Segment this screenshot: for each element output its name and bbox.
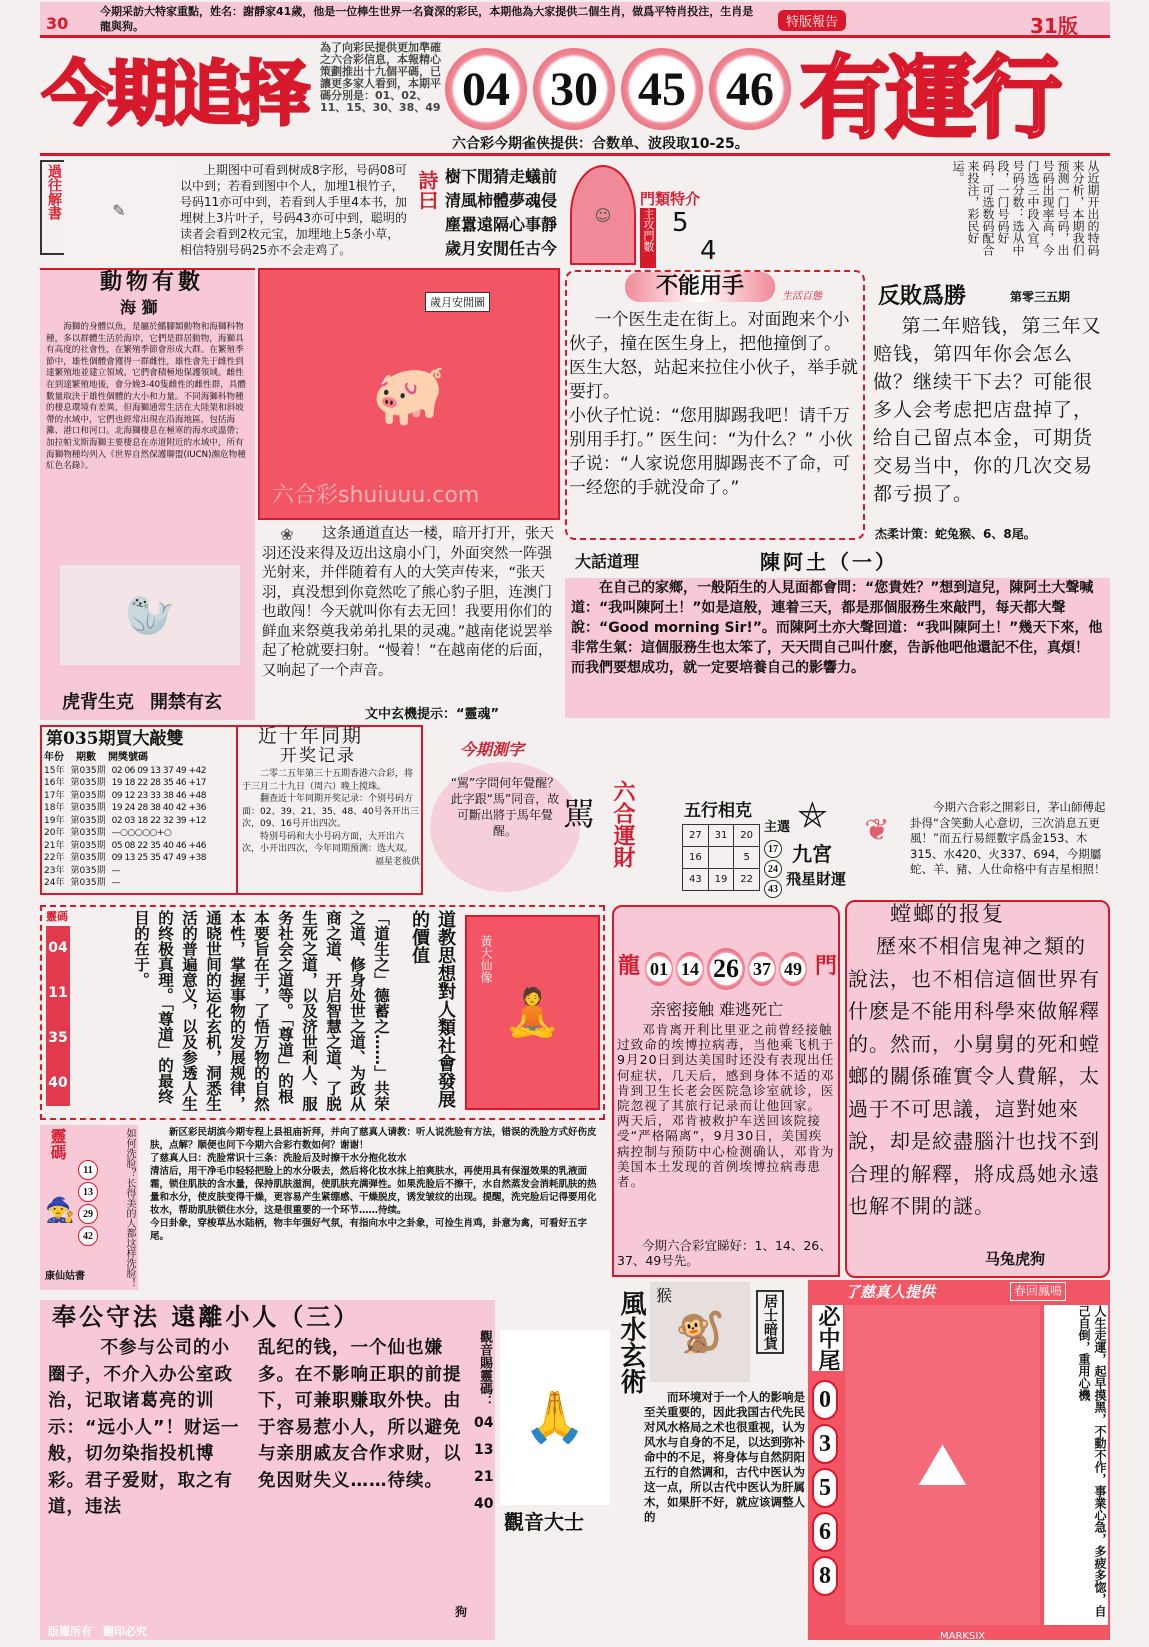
gongfa-col1: 不参与公司的小圈子，不介入办公室政治，记取诸葛亮的训示：“远小人”！财运一般，切勿染指投机博彩。君子爱财，取之有道，违法	[48, 1338, 240, 1517]
door-portrait: ☺	[570, 165, 636, 265]
gongfa-footer: 版權所有 翻印必究	[48, 1625, 147, 1638]
table-cell: 第035期	[70, 840, 106, 851]
table-row	[44, 765, 236, 778]
maoshan-text: 今期六合彩之開彩日，茅山師傅起卦得“含笑動人心意切，三次消息五更風！”而五行易經數字爲金153、木315、水420、火337、694，今期屬蛇、羊、豬、人仕命格中有吉星相照！	[910, 800, 1106, 876]
footer-brand: MARKSIX	[940, 1631, 986, 1642]
sea-lion-image: 🦭	[60, 565, 240, 665]
grid-cell: 43	[683, 869, 709, 891]
table-cell: —	[111, 865, 121, 876]
gongfa-col2: 乱纪的钱，一个仙也嫌多。在不影响正职的前提下，可兼职赚取外快。由于容易惹小人，所以避免与亲朋戚友合作求财，以免因财失义……待续。	[258, 1338, 462, 1491]
watermark: 六合彩shuiuuu.com	[272, 483, 480, 508]
guanyin-caption: 觀音大士	[504, 1510, 584, 1534]
table-row	[44, 802, 236, 815]
table-cell: 第035期	[70, 803, 106, 813]
guess-side: 六合運財	[610, 780, 635, 868]
table-cell: 第035期	[70, 865, 106, 876]
picture-label: 歲月安閒圖	[425, 292, 490, 312]
table-row	[44, 827, 236, 840]
grid-cell: 16	[683, 847, 709, 869]
reverse-text: 第二年赔钱，第三年又赔钱，第四年你会怎么做？继续干下去？可能很多人会考虑把店盘掉了，给自己留点本金，可期货交易当中，你的几次交易都亏损了。	[873, 315, 1102, 505]
dragon-footer: 今期六合彩宜睇好：1、14、26、37、49号先。	[617, 1238, 832, 1268]
number-circle: 42	[78, 1226, 98, 1246]
grid-row	[683, 847, 760, 869]
fengshui-title: 風水玄術	[616, 1290, 646, 1394]
bizhong-tails	[812, 1380, 838, 1596]
table-row	[44, 815, 236, 828]
table-row	[44, 877, 236, 890]
table-cell: 02 06 09 13 37 49 +42	[111, 765, 207, 776]
guanyin-label: 觀音賜靈碼：	[477, 1330, 492, 1408]
pentagram-icon: ⛤	[798, 795, 827, 836]
poem-line: 清風柿體夢魂侵	[445, 191, 558, 210]
dragon-text: 邓肯离开利比里亚之前曾经接触过致命的埃博拉病毒，当他乘飞机于9月20日到达美国时还没有表现出任何症状，几天后，感到身体不适的邓肯到卫生长老会医院急诊室就诊，医院忽视了其旅行记录而让他回家。 两天后，邓肯被救护车送回该院接受“严格隔离”，9月30日，美国疾病控制与预防中心检测确认，邓肯为美国本土发现的首例埃博拉病毒患者。	[617, 1022, 835, 1190]
table-row	[44, 852, 236, 865]
lingma-text: 新区彩民胡滨今期专程上县祖庙祈拜，并向了慈真人请教：听人说洗脸有方法，错误的洗脸方式好伤皮肤，点解？顺便也问下今期六合彩冇数如何？谢谢！ 了慈真人曰：洗脸常识十三条：洗脸后及时擦干水分抱化妆水 清洁后，用干净毛巾轻轻把脸上的水分吸去，然后将化妆水抹上拍爽肤水，再使用具有保湿效果的乳液面霜，锁住肌肤的含水量，保持肌肤滋润，使肌肤充满弹性。如果洗脸后不擦干，水自然蒸发会消耗肌肤的热量和水分，使皮肤变得干燥，更容易产生紧绷感、干燥脱皮，诱发皱纹的出现。提醒，洗完脸后记得要用化妆水，帮助肌肤锁住水分，这是很重要的一个环节……待续。 今日卦象，穿梭草丛水陆柄，物丰年强好气氛，有指向水中之卦象，可捡生肖鸡，卦意为禽，可看好五字尾。	[150, 1127, 597, 1242]
table-cell: 16年	[44, 778, 65, 788]
door-label: 主攻門數	[640, 208, 656, 268]
grid-cell: 31	[708, 825, 734, 847]
bizhong-title: 必中尾	[812, 1305, 843, 1371]
number-ball: 01	[645, 952, 673, 986]
grid-cell: 20	[734, 825, 760, 847]
guanyin-code: 21	[474, 1469, 494, 1485]
tao-codes-label: 靈碼	[46, 910, 68, 923]
table-cell: 05 08 22 35 40 46 +46	[111, 840, 207, 851]
number-circle: 24	[764, 860, 782, 878]
past-label: 過往解書	[40, 160, 68, 255]
mountain-landscape-image: ⛰	[845, 1305, 1040, 1625]
number-ball: 46	[709, 48, 791, 130]
guess-text: “駡”字問何年覺醒？此字跟“馬”同音，故可斷出將于馬年覺醒。	[450, 776, 560, 838]
number-ball: 04	[445, 48, 527, 130]
page-number-right: 31版	[1030, 14, 1078, 38]
deity-figure-image: 🧙	[45, 1196, 75, 1224]
gongfa-zodiac: 狗	[455, 1605, 468, 1619]
talk-subtitle: 陳阿土（一）	[760, 550, 898, 574]
number-circle: 11	[78, 1160, 98, 1180]
reverse-issue: 第零三五期	[1010, 290, 1071, 304]
dragon-right: 門	[815, 954, 838, 979]
bizhong-badge: 春回鳳鳴	[1010, 1282, 1066, 1301]
tenyear-title2: 开奖记录	[280, 746, 356, 766]
guanyin-codes	[474, 1410, 493, 1518]
wuxing-main-label: 主選	[764, 820, 791, 835]
lingma-side: 如何洗脸？长得美的人都这样洗脸！	[124, 1128, 135, 1288]
table-row	[44, 865, 236, 878]
reverse-title: 反敗爲勝	[878, 283, 967, 309]
wuxing-main-numbers	[764, 840, 782, 898]
grid-row	[683, 825, 760, 847]
lingma-codes	[78, 1160, 98, 1246]
wong-tai-sin-image: 🧘	[465, 915, 600, 1110]
header-banner: 特版報告	[778, 10, 846, 31]
guess-char: 駡	[563, 795, 596, 833]
table-cell: 18年	[44, 803, 65, 813]
table-cell: 19 24 28 38 40 42 +36	[111, 803, 207, 813]
number-circle: 29	[78, 1204, 98, 1224]
number-ball: 49	[779, 952, 807, 986]
landscape-picture: 🐖	[258, 268, 560, 520]
fengshui-text: 而环境对于一个人的影响是至关重要的，因此我国古代先民对风水格局之术也很重视，认为风水与自身的不足，以达到弥补命中的不足，将身体与自然阴阳五行的自然调和，古代中医认为这一点，所以古代中医认为肝属木，如果肝不好，就应该调整人的	[644, 1390, 805, 1524]
animal-text: 海獅的身體以魚，是屬於鰭腳類動物和海獅科物種，多以群體生活於海岸，它們是群居動物，海獅具有高度的社會性，在繁殖季節會形成大群。在繁殖季節中，雄性個體會獲得一群雌性，雄性會先于雌性到達繁殖地並建立領域。它們會積極地保護領域。雌性在到達繁殖地後，會分娩3-40隻雌性的雌性群，具體數量取決于雄性個體的大小和力量。不同海獅科物種的棲息環境有差異，但海獅通常生活在大陸架和斜坡帶的水域中，它們也經常出現在沿海地區，包括海灘、港口和河口。北海獅棲息在極寒的海水或溫帶；加拉帕戈斯海獅主要棲息在赤道附近的水域中，所有海獅物種均列入《世界自然保護聯盟(IUCN)瀕危物種紅色名錄》。	[46, 322, 246, 472]
mantis-footer: 马兔虎狗	[985, 1250, 1046, 1268]
dragon-title: 亲密接触 难逃死亡	[650, 1000, 784, 1019]
page-number-left: 30	[46, 14, 69, 33]
table-cell: 第035期	[70, 828, 106, 838]
fengshui-box: 居士暗貨	[756, 1290, 784, 1354]
grid-row	[683, 869, 760, 891]
mantis-title: 螳螂的报复	[890, 902, 1005, 926]
wuxing-title: 五行相克	[684, 801, 752, 821]
talk-text: 在自己的家鄉，一般陌生的人見面都會問：“您貴姓？”想到這兒，陳阿土大聲喊道：“我叫陳阿土！”如是這般，連着三天，都是那個服務生來敲門，每天都大聲說：“Good morning Sir!”。而陳阿土亦大聲回道：“我叫陳阿土！”幾天下來，他非常生氣：這個服務生也太笨了，天天問自己叫什麽，告訴他吧他還記不住，真煩！ 而我們要想成功，就一定要培養自己的影響力。	[565, 578, 1110, 718]
table-cell: 09 12 23 33 38 46 +48	[111, 790, 207, 801]
dragon-numbers	[645, 948, 807, 990]
number-circle: 13	[78, 1182, 98, 1202]
tenyear-p1: 二零二五年第三十五期香港六合彩，将于三月二十九日（周六）晚上搅珠。	[242, 769, 414, 792]
title-left: 今期追择	[42, 52, 306, 135]
tail-number: 6	[812, 1512, 838, 1552]
past-illustration: ✎	[64, 160, 174, 260]
number-ball: 14	[676, 952, 704, 986]
poem-line: 樹下閒猜走蟻前	[445, 167, 558, 186]
tail-number: 8	[812, 1556, 838, 1596]
tao-picture-label: 黃大仙像	[479, 935, 493, 983]
table-cell: 第035期	[70, 765, 106, 776]
table035-title: 第035期買大敲雙	[46, 729, 184, 749]
wuxing-fortune: 飛星財運	[786, 870, 847, 888]
monkey-image: 🐒	[650, 1282, 750, 1382]
wuxing-grid	[682, 824, 760, 891]
number-circle: 43	[764, 880, 782, 898]
grid-cell	[708, 847, 734, 869]
table-cell: 24年	[44, 878, 65, 888]
tao-code: 40	[48, 1075, 68, 1091]
table-cell: 21年	[44, 840, 65, 851]
mantis-text: 歷來不相信鬼神之類的說法，也不相信這個世界有什麽是不能用科學來做解釋的。然而，小舅舅的死和螳螂的關係確實令人費解，太過于不可思議，這對她來說，却是絞盡腦汁也找不到合理的解釋，將成爲她永遠也解不開的謎。	[848, 934, 1100, 1218]
title-background-text: 為了向彩民提供更加準確之六合彩信息，本報精心策劃推出十九個平碼，已讓更多家人看到，本期平碼分別是：01、02、11、15、30、38、49	[320, 41, 441, 114]
wuxing-palace: 九宮	[792, 842, 832, 866]
number-ball: 37	[748, 952, 776, 986]
table-cell: —○○○○○+○	[111, 828, 172, 838]
tenyear-p2: 翻查近十年同期开奖记录：个别号码方面：02、39、21、35、48、40号各开出三次，09、16号开出四次。	[242, 794, 419, 829]
grid-cell: 19	[708, 869, 734, 891]
grid-cell: 5	[734, 847, 760, 869]
tenyear-footer: 福星老彼供	[374, 856, 420, 867]
bizhong-banner: 了慈真人提供	[845, 1283, 936, 1301]
table035	[44, 752, 236, 890]
number-ball: 30	[533, 48, 615, 130]
poem	[445, 165, 557, 261]
talk-title: 大話道理	[575, 552, 640, 571]
dragon-left: 龍	[618, 954, 641, 979]
tail-number: 3	[812, 1424, 838, 1464]
poem-label: 詩曰	[415, 170, 439, 210]
animal-title: 動物有數	[100, 270, 205, 295]
number-ball: 45	[621, 48, 703, 130]
tao-text: 「道生之」德蓄之……」共荣之道、修身处世之道、为政从商之道、开启智慧之道、了脱生死之道，以及济世利人、服务社会之道等。「尊道」的根本要旨在于，了悟万物的自然本性，掌握事物的发展规律，通晓世间的运化玄机，洞悉生活的普遍意义，以及参透人生的终极真理。「尊道」的最终目的在于。	[132, 910, 390, 1112]
table-cell: —	[111, 878, 121, 888]
tao-codes	[46, 926, 70, 1106]
table-cell: 19 18 22 28 35 46 +17	[111, 778, 207, 788]
tao-code: 11	[48, 985, 68, 1001]
fortune-figure-image: ❦	[864, 812, 890, 848]
column-header: 期數	[76, 752, 96, 763]
table-row	[44, 777, 236, 790]
title-right: 有運行	[800, 45, 1058, 151]
animal-caption-1: 虎背生克	[62, 692, 134, 713]
door-number: 4	[700, 236, 717, 266]
column-header: 開獎號碼	[108, 752, 148, 763]
table-cell: 第035期	[70, 778, 106, 788]
grid-cell: 22	[734, 869, 760, 891]
table-cell: 第035期	[70, 790, 106, 801]
table-cell: 22年	[44, 853, 65, 863]
story-hint: 文中玄機提示：“靈魂”	[365, 707, 500, 722]
guanyin-code: 40	[474, 1496, 494, 1512]
table-cell: 第035期	[70, 815, 106, 826]
story-text: 这条通道直达一楼，暗开打开，张天羽还没来得及迈出这扇小门，外面突然一阵强光射来，并伴随着有人的大笑声传来，“张天羽，真没想到你竟然吃了熊心豹子胆，连澳门也敢闯！今天就叫你有去无回！我要用你们的鲜血来祭奠我弟弟扎果的灵魂。”越南佬说罢举起了枪就要扫射。“慢着！”在越南佬的后面，又响起了一个声音。	[262, 526, 554, 679]
grid-cell: 27	[683, 825, 709, 847]
nohand-text: 一个医生走在街上。对面跑来个小伙子，撞在医生身上，把他撞倒了。 医生大怒，站起来拉住小伙子，举手就要打。 小伙子忙说：“您用脚踢我吧！请千万别用手打。” 医生问：“为什么？” 小伙子说：“人家说您用脚踢丧不了命，可一经您的手就没命了。”	[569, 310, 858, 498]
lingma-signature: 康仙姑書	[45, 1271, 85, 1282]
gongfa-title: 奉公守法 遠離小人（三）	[52, 1303, 361, 1331]
fengshui-animal: 猴	[656, 1286, 673, 1305]
table-cell: 20年	[44, 828, 65, 838]
table-cell: 第035期	[70, 878, 106, 888]
table-cell: 15年	[44, 765, 65, 776]
reverse-footer: 杰柔计策：蛇兔猴、6、8尾。	[875, 527, 1036, 541]
nohand-title: 不能用手	[625, 272, 775, 302]
tao-title: 道教思想對人類社會發展的價值	[409, 910, 456, 1108]
door-title: 門類特介	[640, 190, 701, 208]
poem-line: 塵囂遠隔心事靜	[445, 215, 558, 234]
door-number: 5	[672, 208, 689, 238]
tenyear-p3: 特别号码和大小号码方面，大开出六次，小开出四次，今年同期预测：选大双。	[242, 831, 414, 854]
tao-code: 04	[48, 940, 68, 956]
column-header: 年份	[44, 752, 64, 763]
title-numbers	[445, 48, 791, 130]
table-cell: 02 03 18 22 32 39 +12	[111, 815, 207, 826]
table-cell: 19年	[44, 815, 65, 826]
past-text: 上期图中可看到树成8字形，号码08可以中到；若看到图中个人，加埋1根竹子，号码11亦可中到，若看到人手里4本书，加埋树上3片叶子，号码43亦可中到，聪明的读者会看到2枚元宝，加埋地上5条小草，相信特别号码25亦不会走鸡了。	[180, 163, 407, 257]
table-cell: 第035期	[70, 853, 106, 863]
guess-title: 今期測字	[460, 740, 525, 759]
bizhong-verse: 人生走運，起早摸黑，不動不作，事業心急，多疲多惚，自己自倒，重用心機	[1044, 1305, 1108, 1625]
guanyin-image: 🙏	[500, 1330, 610, 1505]
table-row	[44, 790, 236, 803]
tenyear-title: 近十年同期	[258, 725, 364, 747]
nohand-tag: 生活百態	[782, 291, 822, 302]
tenyear-body	[242, 768, 420, 868]
side-notes: 从近期开出的特码来分析，本期我们预测一门号码，出号码出现率高，今门选三中段入宜，号码分数：选从中段，一门号码好码，可选数码配合来投注，彩民好运。	[951, 160, 1100, 256]
title-subtitle: 六合彩今期雀侠提供：合数单、波段取10-25。	[452, 136, 749, 152]
lingma-label: 靈碼	[48, 1128, 67, 1160]
title-rule	[40, 153, 1110, 156]
table-row	[44, 840, 236, 853]
tail-number: 0	[812, 1380, 838, 1420]
guanyin-code: 04	[474, 1415, 494, 1431]
tail-number: 5	[812, 1468, 838, 1508]
header-strip-text: 今期采訪大特家重點，姓名：謝靜家41歲，他是一位棒生世界一名資深的彩民，本期他為大家提供二個生肖，做爲平特肖投注，生肖是龍與狗。	[100, 5, 754, 33]
number-circle: 17	[764, 840, 782, 858]
table-cell: 09 13 25 35 47 49 +38	[111, 853, 207, 863]
animal-caption-2: 開禁有玄	[150, 692, 222, 713]
table-cell: 17年	[44, 790, 65, 801]
number-ball: 26	[707, 948, 745, 990]
animal-subtitle: 海 獅	[120, 298, 158, 317]
table-cell: 23年	[44, 865, 65, 876]
story-icon: ❀	[280, 524, 294, 544]
guanyin-code: 13	[474, 1442, 494, 1458]
tao-code: 35	[48, 1030, 68, 1046]
poem-line: 歲月安閒任古今	[445, 239, 558, 258]
